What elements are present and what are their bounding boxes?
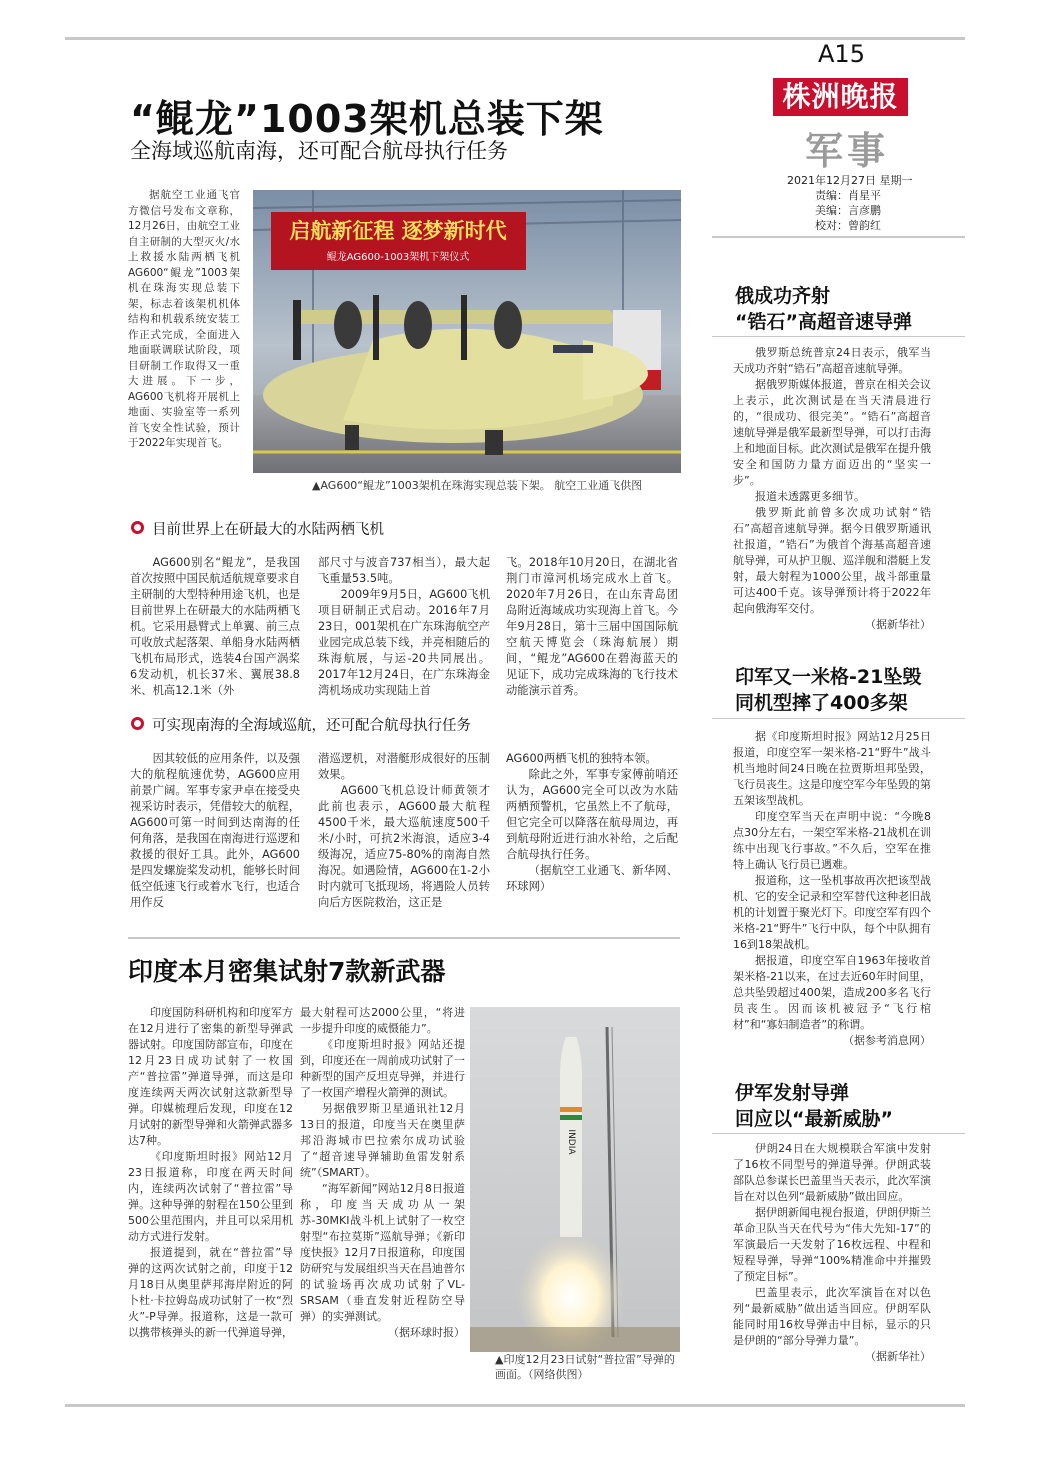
banner-text: 启航新征程 逐梦新时代 (289, 219, 507, 243)
side3-title-line2: 回应以“最新威胁” (735, 1108, 893, 1130)
date-line: 2021年12月27日 星期一 (787, 174, 913, 187)
side3-body: 伊朗24日在大规模联合军演中发射了16枚不同型号的弹道导弹。伊朗武装部队总参谋长巴盖里当天表示，此次军演旨在对以色列“最新威胁”做出回应。 据伊朗新闻电视台报道，伊朗伊斯兰革命卫队当天在代号为“伟大先知-17”的军演最后一天发射了16枚远程、中程和短程导弹，导弹“100%精准命中并摧毁了预定目标”。 巴盖里表示，此次军演旨在对以色列“最新威胁”做出适当回应。伊朗军队能同时用16枚导弹击中目标，显示的只是伊朗的“部分导弹力量”。 （据新华社） (733, 1142, 931, 1363)
banner-subtext: 鲲龙AG600-1003架机下架仪式 (326, 252, 470, 263)
section2-col2: 潜巡逻机，对潜艇形成很好的压制效果。 AG600飞机总设计师黄领才此前也表示，AG600最大航程4500千米，最大巡航速度500千米/小时，可抗2米海浪，适应3-4级海况，适应75-80%的南海自然海况。如遇险情，AG600在1-2小时内就可飞抵现场，将遇险人员转向后方医院救治，这正是 (318, 752, 490, 909)
designer-credit: 美编：言彦鹏 (815, 204, 881, 217)
missile-photo-caption: ▲印度12月23日试射“普拉雷”导弹的画面。（网络供图） (495, 1353, 675, 1381)
lead-subtitle: 全海域巡航南海，还可配合航母执行任务 (130, 139, 508, 163)
paper-logo: 株洲晚报 (773, 78, 908, 116)
missile-photo (470, 1007, 680, 1352)
section1-col2: 部尺寸与波音737相当），最大起飞重量53.5吨。 2009年9月5日，AG600飞机项目研制正式启动。2016年7月23日，001架机在广东珠海航空产业园完成总装下线，并亮相随后的珠海航展，与运-20共同展出。2017年12月24日，在广东珠海金湾机场成功实现陆上首 (318, 556, 490, 697)
bottom-rule (65, 1404, 965, 1407)
side1-title-line2: “锆石”高超音速导弹 (735, 311, 912, 333)
page-number: A15 (818, 40, 865, 68)
section-name: 军事 (805, 128, 890, 173)
india-col2: 最大射程可达2000公里，“将进一步提升印度的威慑能力”。 《印度斯坦时报》网站还提到，印度还在一周前成功试射了一种新型的国产反坦克导弹，并进行了一枚国产增程火箭弹的测试。 另据俄罗斯卫星通讯社12月13日的报道，印度当天在奥里萨邦沿海城市巴拉索尔成功试验了“超音速导弹辅助鱼雷发射系统”（SMART）。 “海军新闻”网站12月8日报道称，印度当天成功从一架苏-30MKI战斗机上试射了一枚空射型“布拉莫斯”巡航导弹；《新印度快报》12月7日报道称，印度国防研究与发展组织当天在昌迪普尔的试验场再次成功试射了VL-SRSAM（垂直发射近程防空导弹）的实弹测试。 （据环球时报） (300, 1006, 465, 1339)
editor-credit: 责编：肖星平 (815, 189, 881, 202)
side3-rule (712, 1133, 965, 1134)
side1-title (735, 283, 912, 335)
section1-col3: 飞。2018年10月20日，在湖北省荆门市漳河机场完成水上首飞。2020年7月26日，在山东青岛团岛附近海域成功实现海上首飞。今年9月28日，第十三届中国国际航空航天博览会（珠海航展）期间，“鲲龙”AG600在碧海蓝天的见证下，成功完成珠海的飞行技术动能演示首秀。 (506, 556, 678, 697)
india-title: 印度本月密集试射7款新武器 (128, 957, 446, 986)
missile-label: INDIA (566, 1129, 576, 1155)
side2-title-line1: 印军又一米格-21坠毁 (735, 666, 922, 688)
india-col1: 印度国防科研机构和印度军方在12月进行了密集的新型导弹武器试射。印度国防部宣布，印度在12月23日成功试射了一枚国产“普拉雷”弹道导弹，而这是印度连续两天两次试射这款新型导弹。印媒梳理后发现，印度在12月试射的新型导弹和火箭弹武器多达7种。 《印度斯坦时报》网站12月23日报道称，印度在两天时间内，连续两次试射了“普拉雷”导弹。这种导弹的射程在150公里到500公里范围内，并且可以采用机动方式进行发射。 报道提到，就在“普拉雷”导弹的这两次试射之前，印度于12月18日从奥里萨邦海岸附近的阿卜杜·卡拉姆岛成功试射了一枚“烈火”-P导弹。报道称，这是一款可以携带核弹头的新一代弹道导弹， (128, 1006, 293, 1339)
side2-title-line2: 同机型摔了400多架 (735, 692, 908, 714)
section1-title: 目前世界上在研最大的水陆两栖飞机 (152, 522, 384, 538)
section-bullet-icon (131, 717, 144, 730)
side2-body: 据《印度斯坦时报》网站12月25日报道，印度空军一架米格-21“野牛”战斗机当地时间24日晚在拉贾斯坦邦坠毁，飞行员丧生。这是印度空军今年坠毁的第五架该型战机。 印度空军当天在声明中说：“今晚8点30分左右，一架空军米格-21战机在训练中出现飞行事故。”不久后，空军在推特上确认飞行员已遇难。 报道称，这一坠机事故再次把该型战机、它的安全记录和空军替代这种老旧战机的计划置于聚光灯下。印度空军有四个米格-21“野牛”飞行中队，每个中队拥有16到18架战机。 据报道，印度空军自1963年接收首架米格-21以来，在过去近60年时间里，总共坠毁超过400架，造成200多名飞行员丧生。因而该机被冠予“飞行棺材”和“寡妇制造者”的称谓。 （据参考消息网） (733, 730, 931, 1047)
side1-body: 俄罗斯总统普京24日表示，俄军当天成功齐射“锆石”高超音速航导弹。 据俄罗斯媒体报道，普京在相关会议上表示，此次测试是在当天清晨进行的，“很成功、很完美”。“锆石”高超音速航导弹是俄军最新型导弹，可以打击海上和地面目标。此次测试是俄军在提升俄安全和国防力量方面迈出的“坚实一步”。 报道未透露更多细节。 俄罗斯此前曾多次成功试射“锆石”高超音速航导弹。据今日俄罗斯通讯社报道，“锆石”为俄首个海基高超音速航导弹，可从护卫舰、巡洋舰和潜艇上发射，最大射程为1000公里，战斗部重量可达400千克。该导弹预计将于2022年起向俄海军交付。 （据新华社） (733, 346, 931, 631)
lead-intro: 据航空工业通飞官方微信号发布文章称，12月26日，由航空工业自主研制的大型灭火/水上救援水陆两栖飞机AG600“鲲龙”1003架机在珠海实现总装下架，标志着该架机机体结构和机载系统安装工作正式完成，全面进入地面联调联试阶段，项目研制工作取得又一重大进展。下一步，AG600飞机将开展机上地面、实验室等一系列首飞安全性试验，预计于2022年实现首飞。 (128, 189, 240, 449)
side2-rule (712, 718, 965, 719)
proof-credit: 校对：曾韵红 (815, 219, 881, 232)
masthead-side-rule (712, 236, 965, 238)
lead-title: “鲲龙”1003架机总装下架 (130, 97, 604, 141)
section2-title: 可实现南海的全海域巡航，还可配合航母执行任务 (152, 718, 471, 734)
section-bullet-icon (131, 521, 144, 534)
aircraft-photo-caption: ▲AG600“鲲龙”1003架机在珠海实现总装下架。 航空工业通飞供图 (312, 479, 643, 492)
lead-bottom-rule (128, 937, 680, 939)
side3-title-line1: 伊军发射导弹 (735, 1082, 850, 1104)
side3-title (735, 1080, 893, 1132)
side1-rule (712, 336, 965, 337)
section2-col1: 因其较低的应用条件，以及强大的航程航速优势，AG600应用前景广阔。军事专家尹卓在接受央视采访时表示，凭借较大的航程，AG600可第一时间到达南海的任何角落，是我国在南海进行巡逻和救援的很好工具。此外，AG600是四发螺旋桨发动机，能够长时间低空低速飞行或着水飞行，也适合用作反 (130, 752, 300, 909)
aircraft-photo (253, 190, 681, 473)
section2-col3: AG600两栖飞机的独特本领。 除此之外，军事专家傅前哨还认为，AG600完全可以改为水陆两栖预警机，它虽然上不了航母，但它完全可以降落在航母周边，再到航母附近进行油水补给，之后配合航母执行任务。 （据航空工业通飞、新华网、环球网） (506, 752, 678, 893)
section1-col1: AG600别名“鲲龙”，是我国首次按照中国民航适航规章要求自主研制的大型特种用途飞机，也是目前世界上在研最大的水陆两栖飞机。它采用悬臂式上单翼、前三点可收放式起落架、单船身水陆两栖飞机布局形式，选装4台国产涡桨6发动机，机长37米、翼展38.8米、机高12.1米（外 (130, 556, 300, 697)
side1-title-line1: 俄成功齐射 (735, 285, 831, 307)
side2-title (735, 664, 921, 716)
